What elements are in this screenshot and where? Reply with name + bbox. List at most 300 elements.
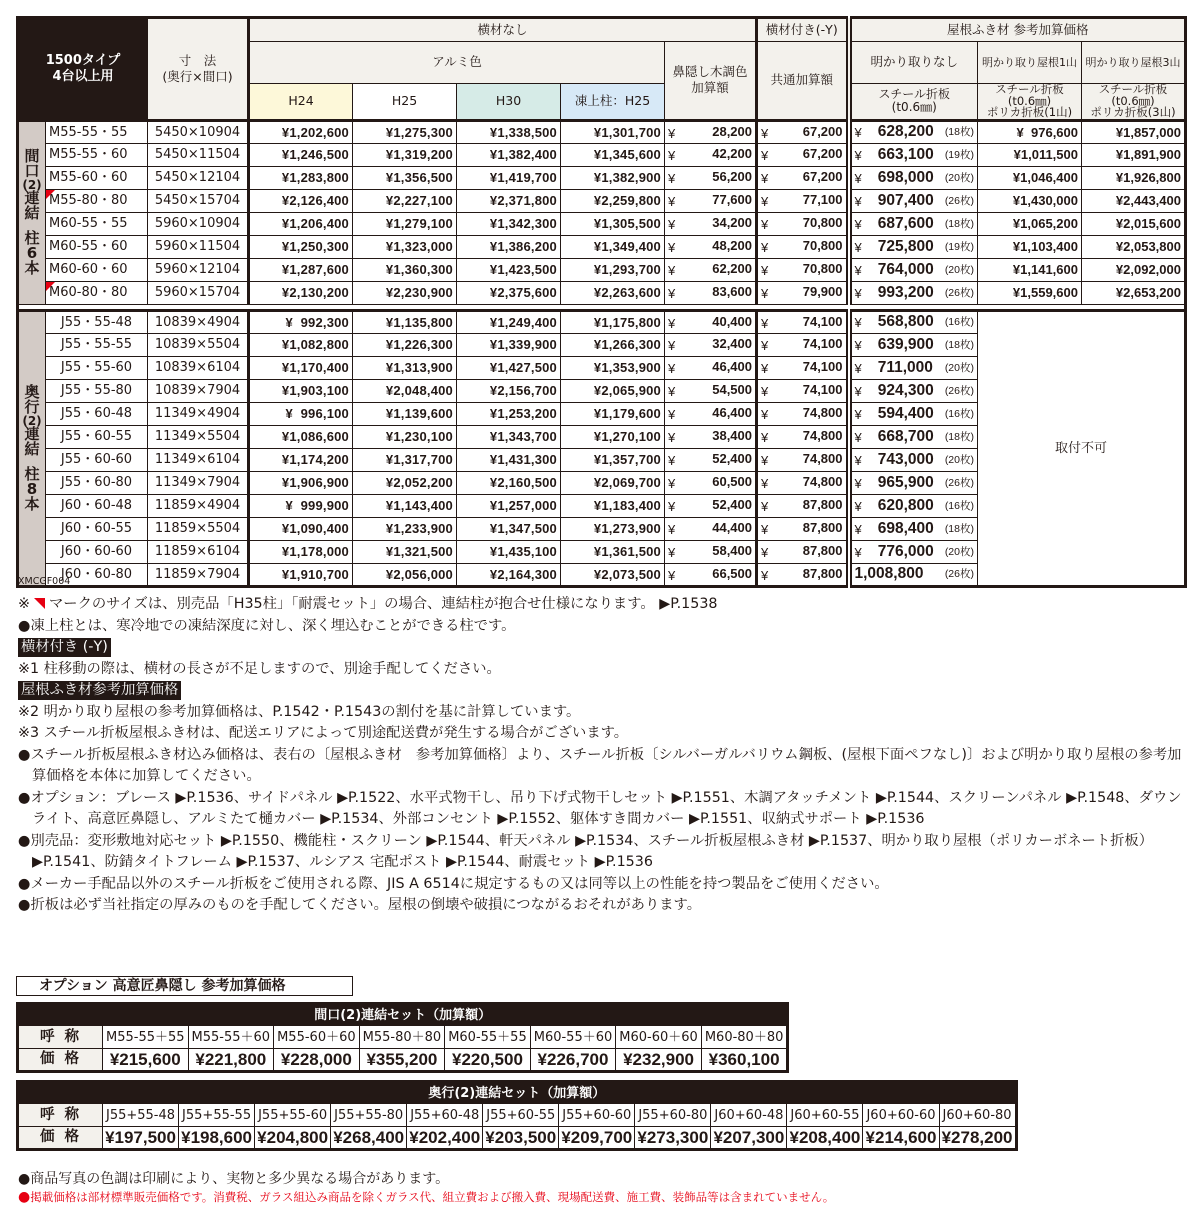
roof-none-value: 725,800 [877, 237, 934, 255]
price-h30: ¥2,156,700 [457, 379, 561, 402]
yen-sign: ¥ [668, 338, 676, 353]
section-label-char: 柱 [24, 464, 40, 483]
model-cell [46, 425, 148, 448]
model-cell [46, 189, 148, 212]
price-touj: ¥1,357,700 [561, 448, 665, 471]
beam-note: ※1 柱移動の際は、横材の長さが不足しますので、別途手配してください。 [18, 660, 501, 677]
yen-sign: ¥ [761, 125, 769, 141]
price-touj: ¥1,179,600 [561, 402, 665, 425]
sheet-count: (18枚) [944, 522, 974, 535]
wood-add-value: 46,400 [712, 359, 752, 374]
yen-sign: ¥ [668, 240, 676, 255]
section-label-char: 柱 [24, 229, 40, 247]
roof-none-cell [849, 120, 978, 143]
common-add-value: 87,800 [802, 520, 843, 535]
table-row [18, 258, 1186, 281]
yen-sign: ¥ [761, 240, 769, 255]
roof-none-value: 594,400 [877, 404, 934, 422]
dimension-cell: 5450×11504 [148, 143, 249, 166]
price-h25: ¥1,317,700 [353, 448, 457, 471]
roof-3-cell: ¥1,857,000 [1082, 120, 1186, 143]
section-label-char: 本 [24, 259, 40, 277]
price-touj: ¥1,353,900 [561, 356, 665, 379]
corner-line2: 4台以上用 [52, 68, 114, 84]
common-add-cell [757, 235, 849, 258]
yen-sign: ¥ [854, 406, 862, 422]
option-price-cell: ¥226,700 [530, 1049, 616, 1072]
wood-add-value: 42,200 [712, 146, 752, 161]
common-add-cell [757, 448, 849, 471]
option-name-cell: J60+60-55 [787, 1104, 863, 1127]
yen-sign: ¥ [761, 522, 769, 537]
roof-none-value: 698,400 [877, 519, 934, 537]
sheet-count: (20枚) [944, 361, 974, 374]
price-h24: ¥1,178,000 [249, 540, 353, 563]
table-row [18, 235, 1186, 258]
common-add-value: 70,800 [802, 238, 843, 253]
section-label-char: 結 [24, 439, 40, 458]
model-name: M55-55・55 [49, 124, 128, 140]
price-h30: ¥1,427,500 [457, 356, 561, 379]
table-row [18, 120, 1186, 143]
sheet-count: (20枚) [944, 453, 974, 466]
price-h30: ¥2,160,500 [457, 471, 561, 494]
roof-1-header: 明かり取り屋根1山 [978, 42, 1082, 84]
notes [18, 594, 1188, 917]
steel-thickness: (t0.6㎜) [891, 100, 937, 115]
yen-sign: ¥ [668, 315, 676, 331]
section-label-char: 奥 [24, 382, 40, 401]
roof-none-cell [849, 517, 978, 540]
price-h30: ¥1,386,200 [457, 235, 561, 258]
option-j-table [16, 1080, 1018, 1151]
common-add-cell [757, 379, 849, 402]
model-cell [46, 235, 148, 258]
sheet-count: (16枚) [944, 316, 974, 329]
section-j-rows [18, 310, 1186, 586]
roof-1-cell: ¥ 976,600 [978, 120, 1082, 143]
price-touj: ¥2,073,500 [561, 563, 665, 586]
common-add-cell [757, 540, 849, 563]
yen-sign: ¥ [668, 522, 676, 537]
price-h30: ¥2,371,800 [457, 189, 561, 212]
price-h24: ¥1,086,600 [249, 425, 353, 448]
h24-header: H24 [249, 84, 353, 121]
yen-sign: ¥ [668, 263, 676, 278]
roof-3-cell: ¥1,891,900 [1082, 143, 1186, 166]
wood-add-cell [665, 379, 757, 402]
yen-sign: ¥ [854, 315, 862, 331]
wood-add-cell [665, 143, 757, 166]
roof-note-2: ※3 スチール折板屋根ふき材は、配送エリアによって別途配送費が発生する場合がございます。 [18, 725, 629, 741]
wood-add-value: 62,200 [712, 261, 752, 276]
price-h30: ¥1,257,000 [457, 494, 561, 517]
common-add-cell [757, 281, 849, 304]
touj-note: ●凍上柱とは、寒冷地での凍結深度に対し、深く埋込むことができる柱です。 [18, 617, 516, 634]
option-name-cell: M60-60＋60 [616, 1026, 702, 1049]
common-add-cell [757, 471, 849, 494]
option-name-cell: M60-55＋60 [530, 1026, 616, 1049]
model-cell [46, 471, 148, 494]
section-label [18, 120, 46, 304]
roof-3-cell: ¥2,015,600 [1082, 212, 1186, 235]
roof-none-value: 993,200 [877, 283, 934, 301]
common-add-cell [757, 310, 849, 333]
yen-sign: ¥ [761, 338, 769, 353]
yen-sign: ¥ [668, 384, 676, 399]
yen-sign: ¥ [854, 262, 862, 278]
steel-label: スチール折板 [995, 82, 1064, 96]
model-name: M60-55・55 [49, 216, 128, 231]
roof-none-cell [849, 143, 978, 166]
dimension-cell: 11349×4904 [148, 402, 249, 425]
roof-3-header: 明かり取り屋根3山 [1082, 42, 1186, 84]
option-name-cell: J55+60-80 [635, 1104, 711, 1127]
model-cell [46, 166, 148, 189]
yen-sign: ¥ [761, 407, 769, 422]
yen-sign: ¥ [761, 361, 769, 376]
yen-sign: ¥ [761, 217, 769, 232]
yen-sign: ¥ [854, 544, 862, 560]
option-price-cell: ¥214,600 [863, 1127, 939, 1150]
model-name: J55・60-48 [60, 406, 133, 421]
sheet-count: (26枚) [944, 194, 974, 207]
common-add-value: 74,800 [802, 405, 843, 420]
option-name-cell: M60-55＋55 [445, 1026, 531, 1049]
yen-sign: ¥ [668, 148, 676, 163]
roof-none-cell [849, 235, 978, 258]
dimension-cell: 5960×15704 [148, 281, 249, 304]
price-h30: ¥1,419,700 [457, 166, 561, 189]
wood-add-cell [665, 471, 757, 494]
model-name: J60・60-48 [60, 498, 133, 513]
price-touj: ¥1,293,700 [561, 258, 665, 281]
sheet-count: (26枚) [944, 476, 974, 489]
price-h24: ¥1,246,500 [249, 143, 353, 166]
option-price-cell: ¥209,700 [559, 1127, 635, 1150]
wood-add-value: 48,200 [712, 238, 752, 253]
option-name-cell: J60+60-48 [711, 1104, 787, 1127]
model-name: M60-80・80 [49, 285, 128, 300]
common-add-value: 87,800 [802, 497, 843, 512]
section-label [18, 310, 46, 586]
model-cell [46, 281, 148, 304]
option-price-cell: ¥203,500 [483, 1127, 559, 1150]
price-note-bullet: ● [18, 1189, 31, 1205]
yen-sign: ¥ [761, 499, 769, 514]
wood-add-cell [665, 425, 757, 448]
model-name: J55・60-55 [60, 429, 133, 444]
price-touj: ¥1,349,400 [561, 235, 665, 258]
roof-1-cell: ¥1,103,400 [978, 235, 1082, 258]
yen-sign: ¥ [668, 476, 676, 491]
price-h24: ¥2,130,200 [249, 281, 353, 304]
yen-sign: ¥ [761, 148, 769, 163]
yen-sign: ¥ [854, 452, 862, 468]
roof-1-cell: ¥1,011,500 [978, 143, 1082, 166]
model-name: J55・60-80 [60, 475, 133, 490]
table-row [18, 212, 1186, 235]
price-h24: ¥1,174,200 [249, 448, 353, 471]
price-touj: ¥2,263,600 [561, 281, 665, 304]
roof-none-cell [849, 563, 978, 586]
wood-add-value: 66,500 [712, 565, 752, 581]
roof-none-value: 620,800 [877, 496, 934, 514]
wood-add-value: 46,400 [712, 405, 752, 420]
sheet-count: (18枚) [944, 126, 974, 139]
roof-none-value: 764,000 [877, 260, 934, 278]
table-row [18, 143, 1186, 166]
option-name-cell: M55-55＋60 [188, 1026, 274, 1049]
model-name: J60・60-60 [60, 544, 133, 559]
price-h30: ¥2,164,300 [457, 563, 561, 586]
price-h30: ¥1,347,500 [457, 517, 561, 540]
model-cell [46, 379, 148, 402]
common-add-cell [757, 494, 849, 517]
table-row [18, 189, 1186, 212]
option-price-cell: ¥228,000 [274, 1049, 360, 1072]
wood-add-cell [665, 235, 757, 258]
price-h24: ¥1,903,100 [249, 379, 353, 402]
option-price-row [18, 1127, 1017, 1150]
separate-note: ●別売品：変形敷地対応セット ▶P.1550、機能柱・スクリーン ▶P.1544、軒天パネル ▶P.1534、スチール折板屋根ふき材 ▶P.1537、明かり取り屋根（ポリカーボネート折板）▶P.1541、防錆タイトフレーム ▶P.1537、ルシアス 宅配ポスト ▶P.1544、耐震セット ▶P.1536 [18, 832, 1154, 870]
yen-sign: ¥ [668, 453, 676, 468]
option-name-cell: M60-80＋80 [701, 1026, 788, 1049]
option-price-cell: ¥273,300 [635, 1127, 711, 1150]
price-h24: ¥1,202,600 [249, 120, 353, 143]
wood-header [665, 42, 757, 121]
table-row [18, 281, 1186, 304]
price-h24: ¥1,170,400 [249, 356, 353, 379]
wood-add-value: 52,400 [712, 451, 752, 466]
price-h25: ¥1,135,800 [353, 310, 457, 333]
option-name-cell: J60+60-80 [939, 1104, 1016, 1127]
price-h25: ¥1,319,200 [353, 143, 457, 166]
wood-add-value: 54,500 [712, 382, 752, 397]
dimension-cell: 5450×15704 [148, 189, 249, 212]
yen-sign: ¥ [854, 475, 862, 491]
common-add-value: 70,800 [802, 261, 843, 276]
price-touj: ¥1,266,300 [561, 333, 665, 356]
option-title: オプション 高意匠鼻隠し 参考加算価格 [16, 976, 353, 996]
photo-note: ●商品写真の色調は印刷により、実物と多少異なる場合があります。 [18, 1171, 450, 1187]
wood-line2: 加算額 [691, 80, 729, 96]
roof-none-cell [849, 212, 978, 235]
price-touj: ¥2,069,700 [561, 471, 665, 494]
option-price-cell: ¥202,400 [407, 1127, 483, 1150]
price-touj: ¥2,259,800 [561, 189, 665, 212]
model-name: M55-60・60 [49, 170, 128, 185]
dimension-cell: 11349×5504 [148, 425, 249, 448]
wood-add-cell [665, 281, 757, 304]
sheet-count: (18枚) [944, 217, 974, 230]
model-cell [46, 448, 148, 471]
option-name-cell: J55+60-48 [407, 1104, 483, 1127]
model-name: J55・55-48 [60, 314, 133, 330]
wood-add-value: 58,400 [712, 543, 752, 558]
roof-note-1: ※2 明かり取り屋根の参考加算価格は、P.1542・P.1543の割付を基に計算しています。 [18, 703, 581, 720]
common-add-value: 79,900 [802, 284, 843, 299]
dimension-cell: 10839×4904 [148, 310, 249, 333]
yen-sign: ¥ [761, 315, 769, 331]
wood-add-value: 28,200 [712, 123, 752, 139]
roof-none-value: 907,400 [877, 191, 934, 209]
section-label-char: 連 [24, 424, 40, 443]
polyca-label: ポリカ折板(3山) [1090, 105, 1176, 119]
option-note: ●オプション：ブレース ▶P.1536、サイドパネル ▶P.1522、水平式物干し、吊り下げ式物干しセット ▶P.1551、木調アタッチメント ▶P.1544、スクリーンパネル ▶P.1548、ダウンライト、高意匠鼻隠し、アルミたて樋カバー ▶P.1534、外部コンセント ▶P.1552、躯体すき間カバー ▶P.1551、収納式サポート ▶P.1536 [18, 789, 1182, 827]
dimension-cell: 11859×7904 [148, 563, 249, 586]
red-mark-icon [46, 190, 55, 199]
roof-none-value: 924,300 [877, 381, 934, 399]
dimension-header [148, 18, 249, 121]
table-row [18, 310, 1186, 333]
red-mark-icon [46, 282, 55, 291]
wood-add-value: 38,400 [712, 428, 752, 443]
roof-none-value: 776,000 [877, 542, 934, 560]
price-h30: ¥1,431,300 [457, 448, 561, 471]
common-add-cell [757, 425, 849, 448]
roof-none-cell [849, 333, 978, 356]
option-price-cell: ¥360,100 [701, 1049, 788, 1072]
model-name: J60・60-80 [60, 566, 133, 582]
model-cell [46, 143, 148, 166]
model-name: M55-55・60 [49, 147, 128, 162]
section-label-char: 連 [24, 189, 40, 207]
section-label-char: 口 [24, 162, 40, 180]
section-label-char: 8 [26, 479, 38, 498]
roof-none-cell [849, 166, 978, 189]
roof-3-cell: ¥2,053,800 [1082, 235, 1186, 258]
price-touj: ¥1,273,900 [561, 517, 665, 540]
steel-polyca1-header [978, 84, 1082, 121]
roof-3-cell: ¥2,092,000 [1082, 258, 1186, 281]
roof-1-cell: ¥1,046,400 [978, 166, 1082, 189]
roof-none-cell [849, 448, 978, 471]
model-name: J60・60-55 [60, 521, 133, 536]
price-note-text: 掲載価格は部材標準販売価格です。消費税、ガラス組込み商品を除くガラス代、組立費および搬入費、現場配送費、施工費、装飾品等は含まれていません。 [30, 1190, 835, 1204]
with-beam-header: 横材付き(-Y) [757, 18, 849, 42]
not-available-cell: 取付不可 [978, 310, 1186, 586]
sheet-count: (20枚) [944, 263, 974, 276]
yen-sign: ¥ [668, 545, 676, 560]
dimension-cell: 10839×5504 [148, 333, 249, 356]
common-add-cell [757, 517, 849, 540]
price-h25: ¥1,233,900 [353, 517, 457, 540]
price-h30: ¥1,423,500 [457, 258, 561, 281]
roof-none-value: 628,200 [877, 123, 934, 141]
dimension-cell: 11859×6104 [148, 540, 249, 563]
option-price-cell: ¥355,200 [359, 1049, 445, 1072]
section-label-char: 行 [24, 397, 40, 416]
yen-sign: ¥ [854, 383, 862, 399]
roof-none-cell [849, 281, 978, 304]
yen-sign: ¥ [854, 147, 862, 163]
model-name: M55-80・80 [49, 193, 128, 208]
price-h24: ¥1,287,600 [249, 258, 353, 281]
wood-add-value: 52,400 [712, 497, 752, 512]
price-h30: ¥2,375,600 [457, 281, 561, 304]
common-add-value: 87,800 [802, 543, 843, 558]
roof-none-cell [849, 310, 978, 333]
yen-sign: ¥ [668, 125, 676, 141]
wood-add-cell [665, 563, 757, 586]
roof-3-cell: ¥2,443,400 [1082, 189, 1186, 212]
price-table [16, 16, 1187, 588]
common-add-value: 74,800 [802, 428, 843, 443]
yen-sign: ¥ [854, 360, 862, 376]
steel-thickness: (t0.6㎜) [1007, 93, 1052, 108]
price-h30: ¥1,382,400 [457, 143, 561, 166]
roof-none-cell [849, 356, 978, 379]
yen-sign: ¥ [761, 171, 769, 186]
section-label-char: 間 [24, 147, 40, 165]
price-h25: ¥1,321,500 [353, 540, 457, 563]
dimension-cell: 11349×6104 [148, 448, 249, 471]
label-price: 価格 [18, 1049, 103, 1072]
dimension-cell: 5450×10904 [148, 120, 249, 143]
price-h25: ¥1,143,400 [353, 494, 457, 517]
common-add-cell [757, 212, 849, 235]
roof-1-cell: ¥1,430,000 [978, 189, 1082, 212]
roof-header: 屋根ふき材 参考加算価格 [849, 18, 1186, 42]
wood-add-cell [665, 356, 757, 379]
option-price-row [18, 1049, 788, 1072]
common-add-cell [757, 120, 849, 143]
common-add-cell [757, 189, 849, 212]
option-name-cell: J55+60-60 [559, 1104, 635, 1127]
option-price-cell: ¥204,800 [255, 1127, 331, 1150]
sheet-count: (26枚) [944, 384, 974, 397]
roof-none-value: 698,000 [877, 168, 934, 186]
model-cell [46, 517, 148, 540]
steel-thickness: (t0.6㎜) [1111, 93, 1155, 108]
price-h25: ¥1,323,000 [353, 235, 457, 258]
sheet-count: (20枚) [944, 171, 974, 184]
sheet-count: (20枚) [944, 545, 974, 558]
roof-none-value: 965,900 [877, 473, 934, 491]
common-add-cell [757, 356, 849, 379]
price-h24: ¥ 999,900 [249, 494, 353, 517]
wood-add-cell [665, 517, 757, 540]
option-price-cell: ¥198,600 [179, 1127, 255, 1150]
price-h25: ¥2,227,100 [353, 189, 457, 212]
steel-note: ●スチール折板屋根ふき材込み価格は、表右の〔屋根ふき材 参考加算価格〕より、スチール折板〔シルバーガルバリウム鋼板、(屋根下面ペフなし)〕および明かり取り屋根の参考加算価格を本体に加算してください。 [18, 746, 1182, 784]
option-price-cell: ¥278,200 [939, 1127, 1016, 1150]
yen-sign: ¥ [854, 429, 862, 445]
yen-sign: ¥ [854, 337, 862, 353]
price-h24: ¥1,090,400 [249, 517, 353, 540]
wood-add-cell [665, 333, 757, 356]
price-touj: ¥1,270,100 [561, 425, 665, 448]
section-label-char: 結 [24, 204, 40, 222]
price-h25: ¥1,275,300 [353, 120, 457, 143]
common-add-header: 共通加算額 [757, 42, 849, 121]
option-name-cell: M55-60＋60 [274, 1026, 360, 1049]
dimension-cell: 5960×12104 [148, 258, 249, 281]
yen-sign: ¥ [668, 286, 676, 301]
roof-none-cell [849, 258, 978, 281]
option-name-cell: J55+55-55 [179, 1104, 255, 1127]
common-add-cell [757, 166, 849, 189]
price-h30: ¥1,342,300 [457, 212, 561, 235]
wood-add-value: 77,600 [712, 192, 752, 207]
red-mark-icon [34, 598, 45, 609]
price-h25: ¥1,313,900 [353, 356, 457, 379]
wood-add-value: 32,400 [712, 336, 752, 351]
yen-sign: ¥ [761, 286, 769, 301]
option-price-cell: ¥197,500 [103, 1127, 179, 1150]
price-h25: ¥1,139,600 [353, 402, 457, 425]
